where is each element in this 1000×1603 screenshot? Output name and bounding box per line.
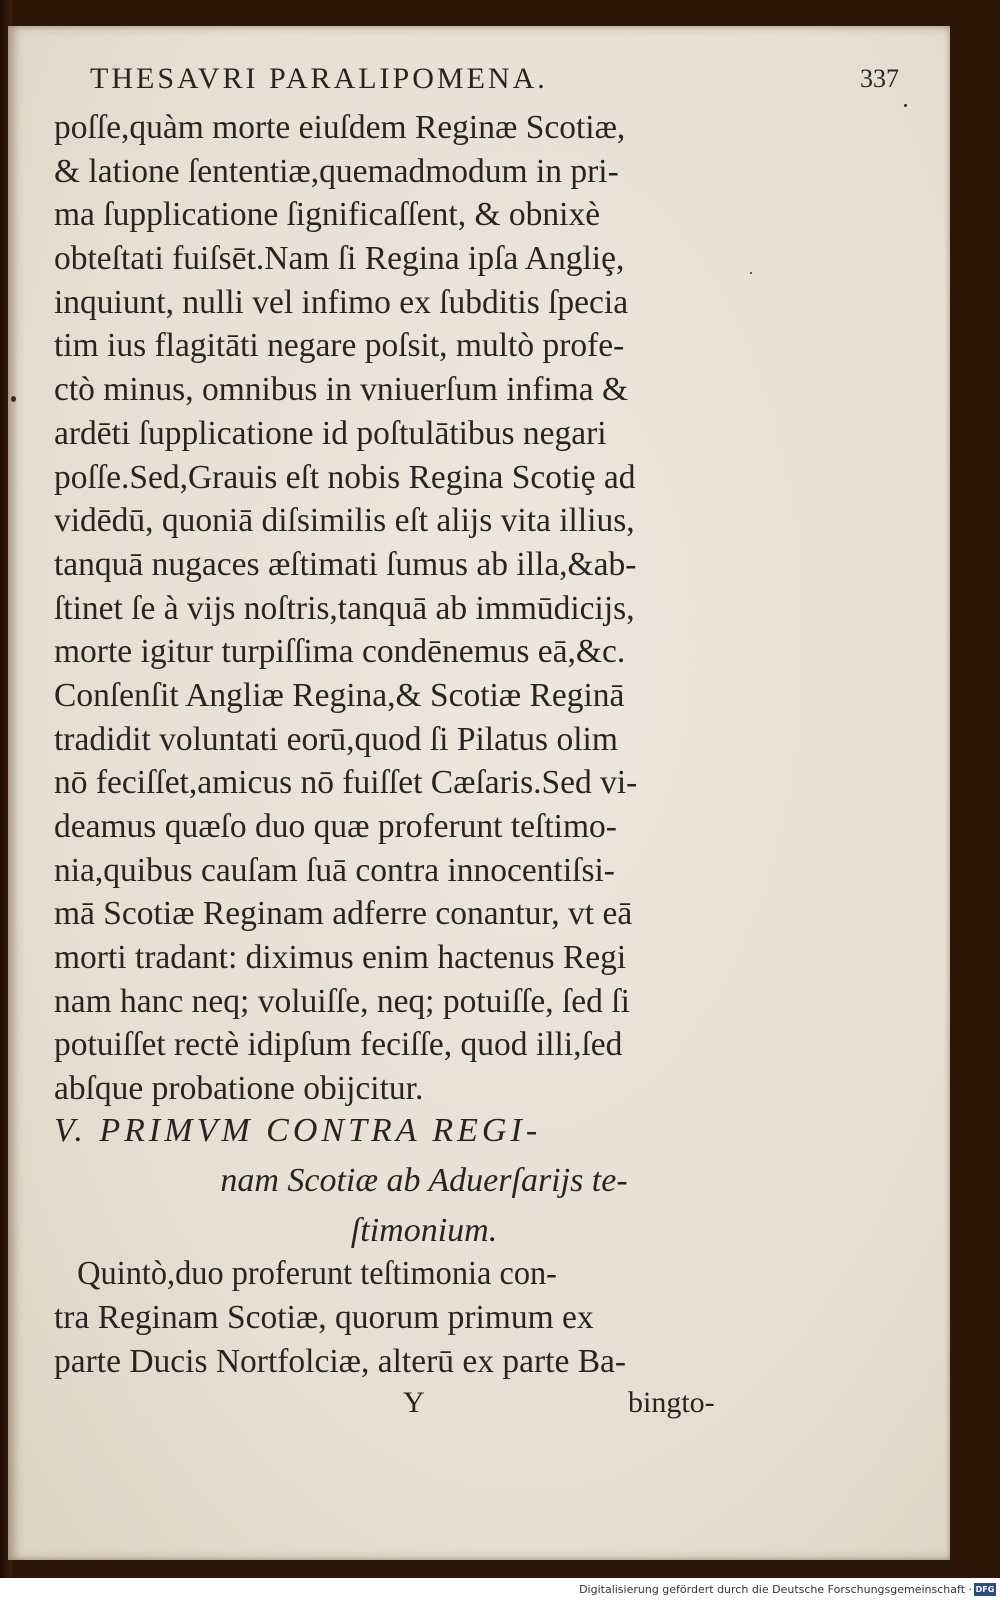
heading-line: ſtimonium. <box>350 1212 498 1249</box>
body-text <box>54 106 754 1111</box>
text-line: Conſenſit Angliæ Regina,& Scotiæ Reginā <box>54 676 625 714</box>
text-line: ma ſupplicatione ſignificaſſent, & obnixè <box>54 196 601 234</box>
text-line: morte igitur turpiſſima condēnemus eā,&c. <box>54 633 626 671</box>
text-line: ſtinet ſe à vijs noſtris,tanquā ab immūdicijs, <box>54 589 635 627</box>
catchword: bingto- <box>628 1386 715 1419</box>
text-line: poſſe.Sed,Grauis eſt nobis Regina Scotiȩ ad <box>54 458 636 496</box>
ink-speck <box>11 396 16 402</box>
text-line: nō feciſſet,amicus nō fuiſſet Cæſaris.Sed vi- <box>54 764 638 802</box>
text-line: nam hanc neq; voluiſſe, neq; potuiſſe, ſed ſi <box>54 982 630 1020</box>
signature-mark: Y <box>403 1386 425 1419</box>
page-number: 337 <box>860 64 899 93</box>
footer-credit: Digitalisierung gefördert durch die Deutsche Forschungsgemeinschaft · <box>579 1583 972 1596</box>
text-line: mā Scotiæ Reginam adferre conantur, vt eā <box>54 895 633 933</box>
text-line: morti tradant: diximus enim hactenus Regi <box>54 939 627 977</box>
text-line: inquiunt, nulli vel infimo ex ſubditis ſpecia <box>54 283 629 321</box>
text-line: obteſtati fuiſsēt.Nam ſi Regina ipſa Angliȩ, <box>54 240 625 278</box>
ink-speck <box>904 104 907 107</box>
book-page <box>8 26 950 1560</box>
text-line: nia,quibus cauſam ſuā contra innocentiſsi- <box>54 851 615 889</box>
running-head: THESAVRI PARALIPOMENA. <box>90 62 548 95</box>
text-line: tim ius flagitāti negare poſsit, multò profe- <box>54 327 625 365</box>
dfg-logo-badge: DFG <box>975 1585 995 1594</box>
text-line: deamus quæſo duo quæ proferunt teſtimo- <box>54 808 617 845</box>
text-line: tradidit voluntati eorū,quod ſi Pilatus olim <box>54 720 618 758</box>
text-line: abſque probatione obijcitur. <box>54 1070 424 1108</box>
text-line: parte Ducis Nortfolciæ, alterū ex parte Ba- <box>54 1343 627 1380</box>
text-line: poſſe,quàm morte eiuſdem Reginæ Scotiæ, <box>54 109 626 146</box>
text-line: potuiſſet rectè idipſum feciſſe, quod illi,ſed <box>54 1026 623 1064</box>
text-line: tanquā nugaces æſtimati ſumus ab illa,&ab- <box>54 545 637 583</box>
text-line: Quintò,duo proferunt teſtimonia con- <box>77 1255 557 1292</box>
text-line: ctò minus, omnibus in vniuerſum infima & <box>54 371 629 409</box>
heading-line: nam Scotiæ ab Aduerſarijs te- <box>220 1162 628 1199</box>
ink-speck <box>750 272 752 274</box>
text-line: & latione ſententiæ,quemadmodum in pri- <box>54 152 619 190</box>
second-paragraph <box>54 1252 754 1384</box>
text-line: tra Reginam Scotiæ, quorum primum ex <box>54 1299 594 1336</box>
heading-line: V. PRIMVM CONTRA REGI- <box>54 1112 542 1149</box>
text-line: ardēti ſupplicatione id poſtulātibus negari <box>54 414 607 452</box>
text-line: vidēdū, quoniā diſsimilis eſt alijs vita illius, <box>54 502 635 540</box>
section-heading <box>54 1106 754 1256</box>
